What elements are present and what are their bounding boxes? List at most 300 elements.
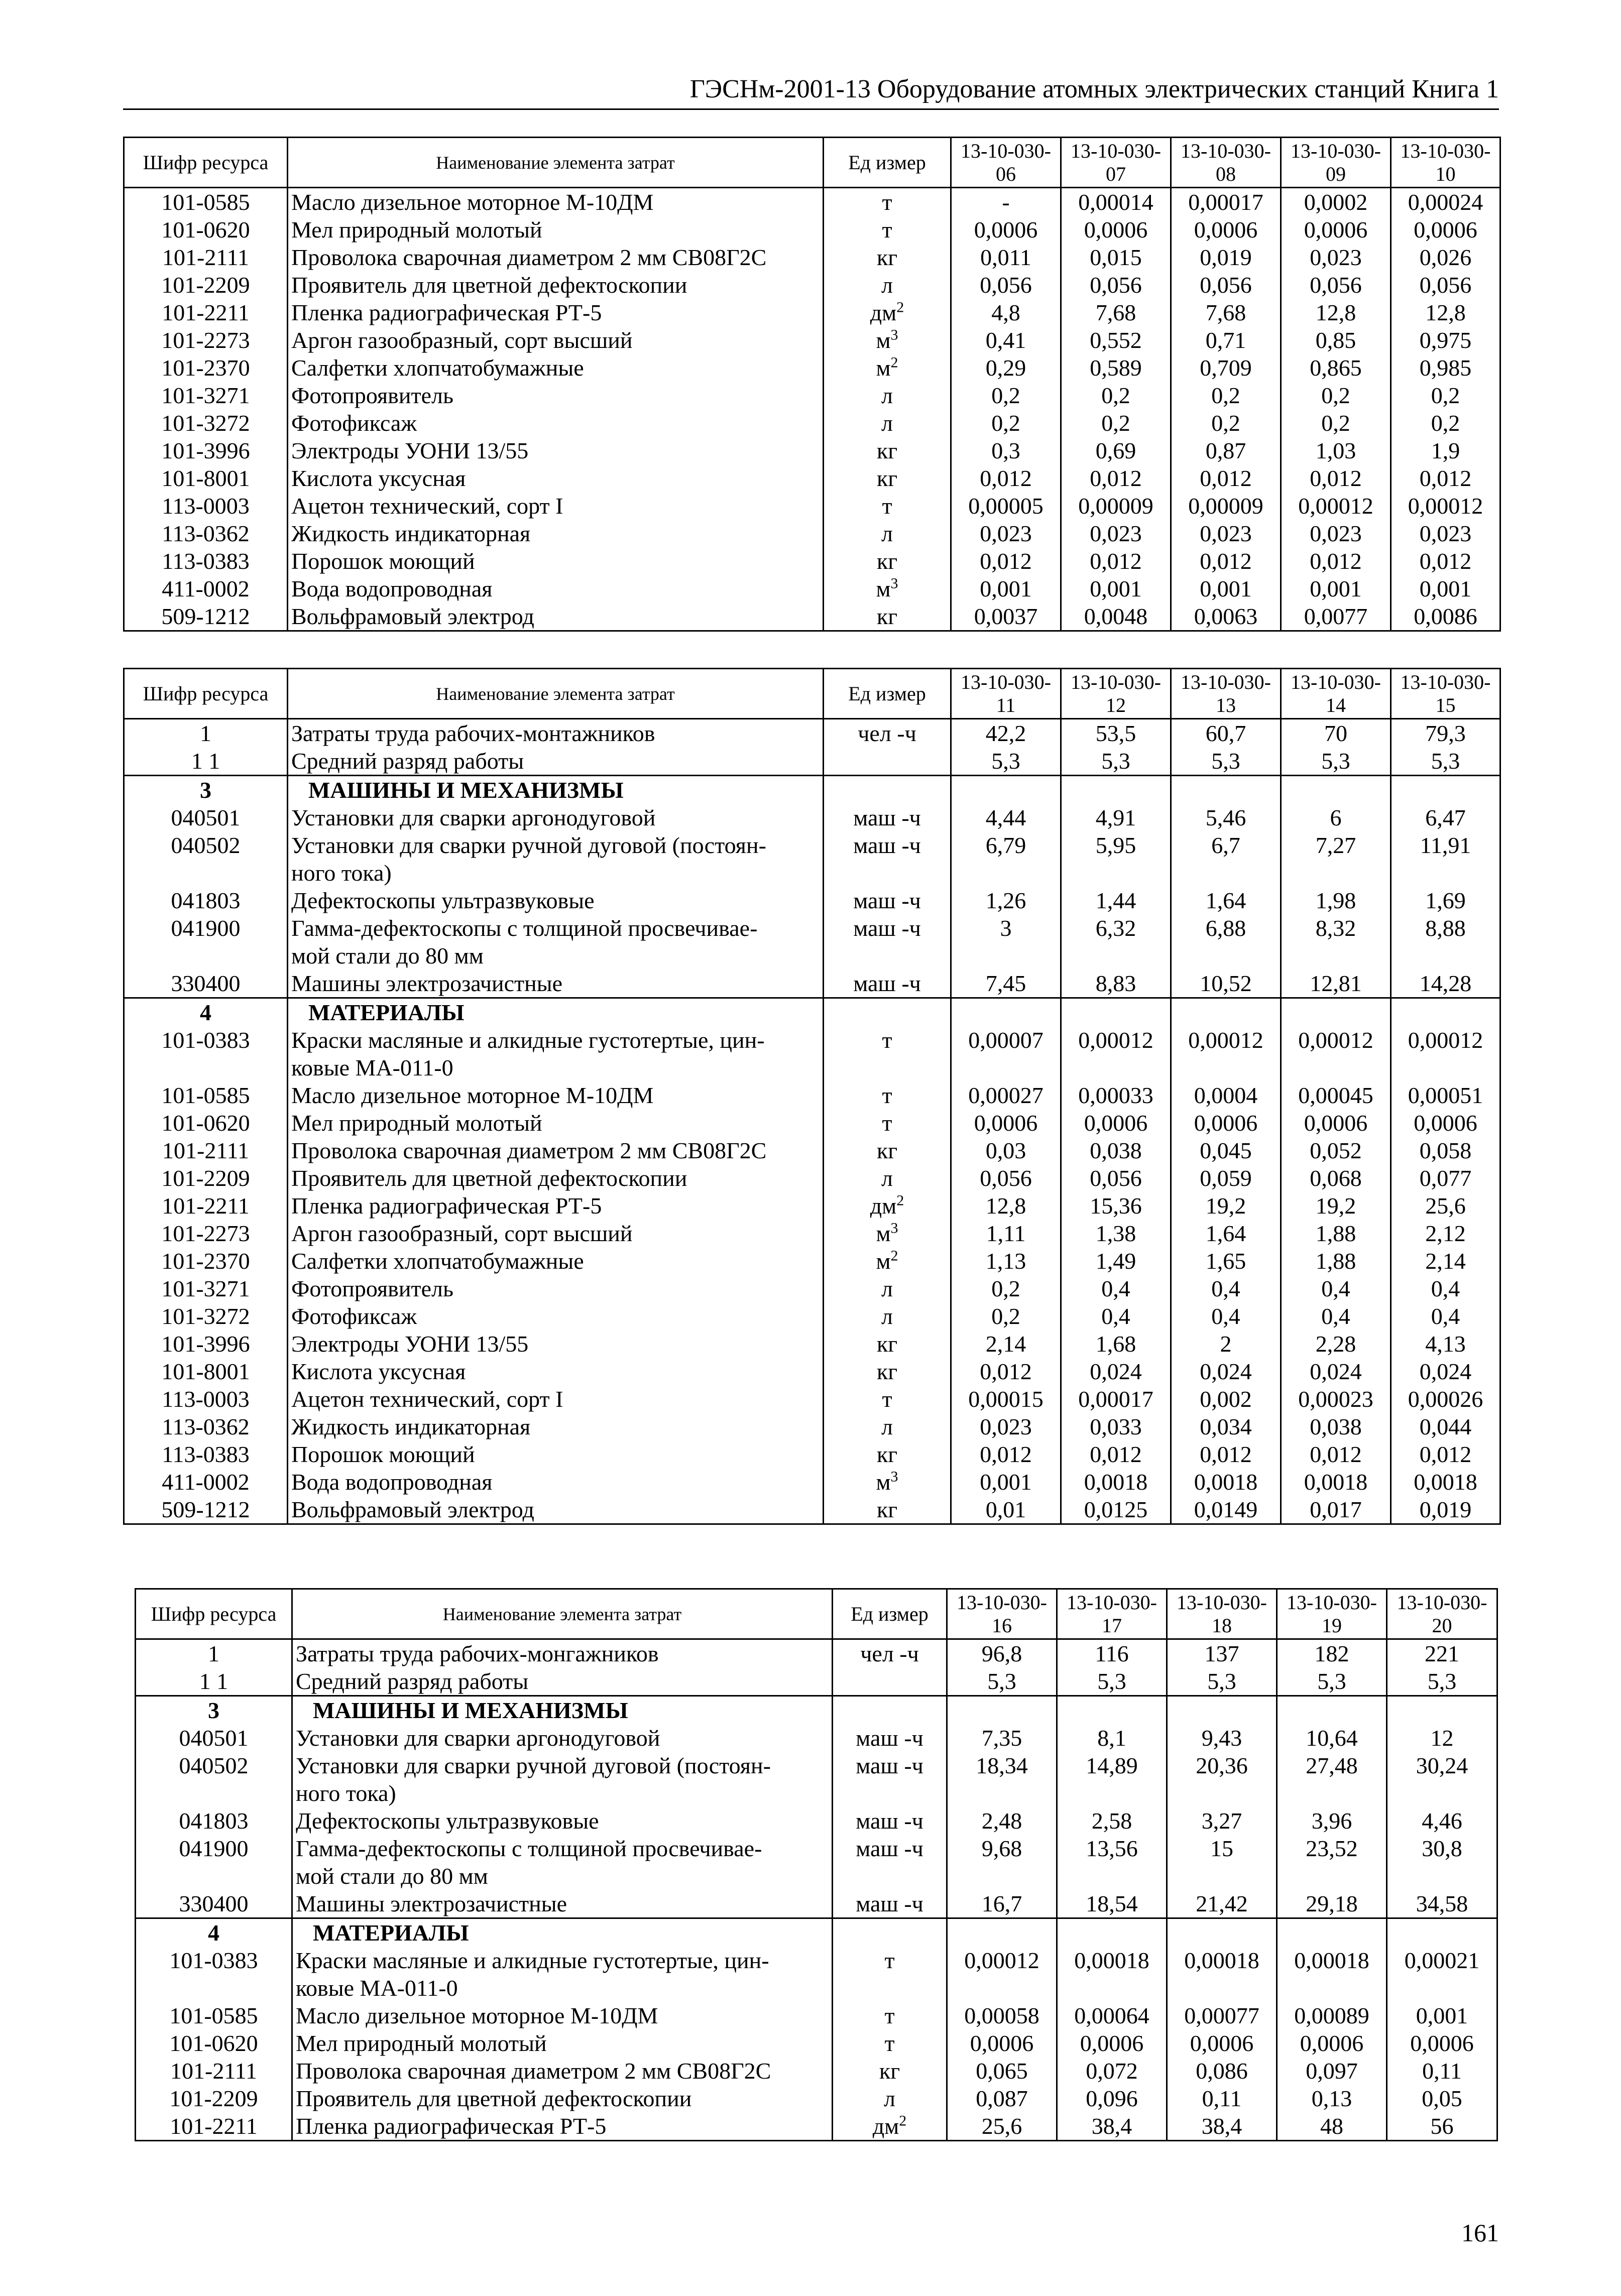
section-title: МАШИНЫ И МЕХАНИЗМЫ xyxy=(292,1696,833,1725)
resource-value: 0,00089 xyxy=(1277,2002,1387,2029)
resource-value: 1,88 xyxy=(1281,1247,1391,1275)
resource-value: 1,49 xyxy=(1061,1247,1171,1275)
empty-cell xyxy=(1277,1696,1387,1725)
resource-code: 101-0383 xyxy=(124,1026,288,1081)
unit-text: кг xyxy=(876,1331,898,1357)
resource-value: 4,13 xyxy=(1391,1330,1500,1358)
resource-name-text: Гамма-дефектоскопы с толщиной просвечивае- xyxy=(296,1836,762,1861)
resource-name-text: Вода водопроводная xyxy=(291,576,493,601)
resource-value: 30,24 xyxy=(1387,1752,1497,1807)
section-row xyxy=(124,776,1500,804)
table-row xyxy=(136,2029,1497,2057)
resource-value: 0,012 xyxy=(1061,547,1171,575)
resource-value: 0,001 xyxy=(1387,2002,1497,2029)
empty-cell xyxy=(1171,998,1281,1027)
resource-code: 113-0003 xyxy=(124,492,288,520)
section-row xyxy=(136,1918,1497,1947)
resource-value: 0,0125 xyxy=(1061,1496,1171,1524)
resource-value: 0,00024 xyxy=(1391,188,1500,216)
resource-name-text: Порошок моющий xyxy=(291,1441,475,1467)
resource-name xyxy=(288,719,824,748)
empty-cell xyxy=(824,998,951,1027)
resource-code: 101-2211 xyxy=(124,299,288,326)
unit-text: кг xyxy=(879,2058,900,2084)
resource-value: 15 xyxy=(1167,1835,1277,1890)
unit-text: кг xyxy=(876,1138,898,1163)
table-row xyxy=(136,2085,1497,2112)
resource-value: 0,023 xyxy=(1281,520,1391,547)
resource-value: 0,2 xyxy=(1391,409,1500,437)
resource-name-text: Проволока сварочная диаметром 2 мм СВ08Г2С xyxy=(291,1138,767,1163)
resource-value: 5,3 xyxy=(1281,747,1391,776)
resource-code: 330400 xyxy=(136,1890,292,1918)
resource-value: 0,038 xyxy=(1281,1413,1391,1440)
unit-text: чел -ч xyxy=(858,720,916,746)
resource-value: 0,00017 xyxy=(1061,1385,1171,1413)
table-row xyxy=(124,188,1500,216)
resource-value: 0,044 xyxy=(1391,1413,1500,1440)
resource-value: 0,019 xyxy=(1391,1496,1500,1524)
unit-exponent: 3 xyxy=(890,1220,898,1237)
resource-value: 0,0002 xyxy=(1281,188,1391,216)
resource-name-text: Мел природный молотый xyxy=(291,217,542,243)
resource-value: 0,097 xyxy=(1277,2057,1387,2085)
resource-value: 4,46 xyxy=(1387,1807,1497,1835)
resource-name xyxy=(288,1330,824,1358)
resource-value: 0,4 xyxy=(1061,1302,1171,1330)
empty-cell xyxy=(1391,998,1500,1027)
resource-code: 101-0585 xyxy=(136,2002,292,2029)
resource-name xyxy=(288,382,824,409)
resource-unit xyxy=(824,1220,951,1247)
resource-value: 1,44 xyxy=(1061,887,1171,914)
resource-code: 101-0620 xyxy=(124,1109,288,1137)
empty-cell xyxy=(1057,1918,1167,1947)
resource-code: 101-2273 xyxy=(124,1220,288,1247)
resource-value: 0,0037 xyxy=(951,602,1061,631)
resource-name-text: Средний разряд работы xyxy=(296,1668,529,1694)
resource-value: 42,2 xyxy=(951,719,1061,748)
resource-value: 0,4 xyxy=(1061,1275,1171,1302)
resource-value: 11,91 xyxy=(1391,831,1500,887)
unit-text: л xyxy=(881,1276,893,1301)
resource-name xyxy=(288,299,824,326)
resource-value: 1,98 xyxy=(1281,887,1391,914)
resource-name-text: Ацетон технический, сорт I xyxy=(291,1386,563,1412)
resource-value: 0,00051 xyxy=(1391,1081,1500,1109)
resource-unit xyxy=(824,409,951,437)
resource-code: 040501 xyxy=(124,804,288,831)
page-number: 161 xyxy=(1461,2219,1499,2247)
table-row xyxy=(124,1137,1500,1164)
resource-value: 2,28 xyxy=(1281,1330,1391,1358)
resource-name xyxy=(288,216,824,244)
unit-text: л xyxy=(881,1303,893,1329)
resource-value: 0,012 xyxy=(951,464,1061,492)
resource-value: 23,52 xyxy=(1277,1835,1387,1890)
resource-value: 7,27 xyxy=(1281,831,1391,887)
resource-code: 101-0620 xyxy=(124,216,288,244)
resource-unit xyxy=(824,464,951,492)
resource-code: 041900 xyxy=(136,1835,292,1890)
resource-name xyxy=(292,1724,833,1752)
table-row xyxy=(124,354,1500,382)
table-row xyxy=(136,1890,1497,1918)
resource-value: 0,2 xyxy=(951,382,1061,409)
column-header-rate: 13-10-030-14 xyxy=(1281,669,1391,719)
resource-value: 0,41 xyxy=(951,326,1061,354)
resource-value: 0,00012 xyxy=(1281,492,1391,520)
resource-name xyxy=(288,326,824,354)
resource-code: 041803 xyxy=(124,887,288,914)
resource-name xyxy=(288,188,824,216)
table-row xyxy=(124,382,1500,409)
resource-value: 0,058 xyxy=(1391,1137,1500,1164)
resource-code: 113-0362 xyxy=(124,1413,288,1440)
resource-value: 0,4 xyxy=(1171,1275,1281,1302)
resource-unit xyxy=(824,602,951,631)
unit-text: дм xyxy=(872,2113,899,2139)
table-row xyxy=(124,1247,1500,1275)
unit-text: чел -ч xyxy=(860,1641,919,1666)
resource-code: 101-2211 xyxy=(136,2112,292,2141)
resource-value: 79,3 xyxy=(1391,719,1500,748)
resource-value: 1,9 xyxy=(1391,437,1500,464)
resource-value: 0,012 xyxy=(1391,1440,1500,1468)
column-header-unit: Ед измер xyxy=(833,1589,947,1639)
table-row xyxy=(124,1468,1500,1496)
table-row xyxy=(124,1413,1500,1440)
resource-name-text: Проволока сварочная диаметром 2 мм СВ08Г2С xyxy=(291,245,767,270)
resource-value: 0,056 xyxy=(1171,271,1281,299)
resource-name-text: Вольфрамовый электрод xyxy=(291,1497,534,1522)
resource-value: 0,29 xyxy=(951,354,1061,382)
resource-value: 0,00012 xyxy=(1061,1026,1171,1081)
resource-value: 0,0006 xyxy=(1171,1109,1281,1137)
unit-exponent: 2 xyxy=(899,2112,907,2129)
empty-cell xyxy=(1387,1696,1497,1725)
resource-name-text: Проявитель для цветной дефектоскопии xyxy=(296,2086,692,2111)
resource-name-text: Затраты труда рабочих-монгажников xyxy=(296,1641,659,1666)
resource-code: 113-0362 xyxy=(124,520,288,547)
unit-text: т xyxy=(882,189,892,215)
unit-text: маш -ч xyxy=(856,1891,923,1916)
resource-value: 8,88 xyxy=(1391,914,1500,970)
resource-name xyxy=(288,1302,824,1330)
table-row xyxy=(124,1192,1500,1220)
resource-name-text: Вода водопроводная xyxy=(291,1469,493,1495)
resource-name xyxy=(288,1358,824,1385)
table-row xyxy=(136,2112,1497,2141)
resource-value: 2,14 xyxy=(951,1330,1061,1358)
resource-value: 1,65 xyxy=(1171,1247,1281,1275)
table-row xyxy=(124,719,1500,748)
resource-value: 0,05 xyxy=(1387,2085,1497,2112)
resource-value: 0,00021 xyxy=(1387,1947,1497,2002)
resource-value: 0,024 xyxy=(1391,1358,1500,1385)
table-row xyxy=(136,1947,1497,2002)
resource-code: 101-8001 xyxy=(124,1358,288,1385)
resource-unit xyxy=(824,492,951,520)
resource-value: 1,38 xyxy=(1061,1220,1171,1247)
empty-cell xyxy=(947,1696,1057,1725)
column-header-rate: 13-10-030-20 xyxy=(1387,1589,1497,1639)
resource-value: 0,00012 xyxy=(947,1947,1057,2002)
resource-unit xyxy=(824,1275,951,1302)
resource-value: 0,034 xyxy=(1171,1413,1281,1440)
unit-text: м xyxy=(876,1248,891,1274)
resource-name-text: Масло дизельное моторное М-10ДМ xyxy=(291,189,654,215)
resource-name xyxy=(288,1275,824,1302)
resource-code: 101-2273 xyxy=(124,326,288,354)
resource-value: 1,88 xyxy=(1281,1220,1391,1247)
resource-value: 0,00017 xyxy=(1171,188,1281,216)
resource-value: 0,0006 xyxy=(951,216,1061,244)
resource-unit xyxy=(824,914,951,970)
resource-value: 0,001 xyxy=(1171,575,1281,602)
resource-value: 19,2 xyxy=(1281,1192,1391,1220)
resource-name xyxy=(288,520,824,547)
column-header-rate: 13-10-030-15 xyxy=(1391,669,1500,719)
resource-value: 0,0006 xyxy=(951,1109,1061,1137)
resource-code: 411-0002 xyxy=(124,575,288,602)
resource-value: 0,023 xyxy=(1171,520,1281,547)
resource-value: 0,0018 xyxy=(1281,1468,1391,1496)
resource-value: 0,0018 xyxy=(1061,1468,1171,1496)
resource-value: 0,4 xyxy=(1171,1302,1281,1330)
resource-unit xyxy=(824,1330,951,1358)
resource-value: 6,79 xyxy=(951,831,1061,887)
unit-exponent: 3 xyxy=(890,1468,898,1485)
resource-code: 101-0620 xyxy=(136,2029,292,2057)
resource-value: 221 xyxy=(1387,1639,1497,1668)
resource-value: 0,00018 xyxy=(1277,1947,1387,2002)
resource-value: 0,4 xyxy=(1391,1302,1500,1330)
resource-unit xyxy=(824,887,951,914)
table-row xyxy=(124,1496,1500,1524)
table-row xyxy=(136,1835,1497,1890)
resource-unit xyxy=(824,1413,951,1440)
resource-value: 0,0006 xyxy=(1057,2029,1167,2057)
resource-value: 19,2 xyxy=(1171,1192,1281,1220)
resource-value: 0,0077 xyxy=(1281,602,1391,631)
empty-cell xyxy=(1167,1918,1277,1947)
column-header-code: Шифр ресурса xyxy=(124,138,288,188)
resource-value: 0,0149 xyxy=(1171,1496,1281,1524)
section-row xyxy=(136,1696,1497,1725)
resource-unit xyxy=(824,520,951,547)
resource-value: 2 xyxy=(1171,1330,1281,1358)
empty-cell xyxy=(1391,776,1500,804)
resource-code: 113-0003 xyxy=(124,1385,288,1413)
resource-value: 96,8 xyxy=(947,1639,1057,1668)
resource-value: 0,056 xyxy=(1061,271,1171,299)
resource-name xyxy=(288,831,824,887)
resource-code: 1 1 xyxy=(124,747,288,776)
resource-value: 10,52 xyxy=(1171,970,1281,998)
resource-value: 0,00026 xyxy=(1391,1385,1500,1413)
empty-cell xyxy=(951,998,1061,1027)
resource-unit xyxy=(833,2085,947,2112)
resource-name-text: Фотофиксаж xyxy=(291,410,417,436)
table-row xyxy=(124,1026,1500,1081)
table-row xyxy=(136,1807,1497,1835)
resource-value: 182 xyxy=(1277,1639,1387,1668)
resource-name-continuation: ного тока) xyxy=(291,860,392,886)
resource-value: 25,6 xyxy=(947,2112,1057,2141)
empty-cell xyxy=(833,1696,947,1725)
resource-value: 7,68 xyxy=(1171,299,1281,326)
resource-value: 2,14 xyxy=(1391,1247,1500,1275)
resource-name xyxy=(288,1081,824,1109)
resource-unit xyxy=(833,2057,947,2085)
table-row xyxy=(124,1358,1500,1385)
resource-value: 0,019 xyxy=(1171,244,1281,271)
resource-name-text: Ацетон технический, сорт I xyxy=(291,493,563,519)
resource-value: 0,00015 xyxy=(951,1385,1061,1413)
resource-code: 101-2111 xyxy=(124,244,288,271)
column-header-rate: 13-10-030-09 xyxy=(1281,138,1391,188)
resource-name-text: Средний разряд работы xyxy=(291,748,524,774)
table-row xyxy=(136,1639,1497,1668)
resource-name-text: Фотопроявитель xyxy=(291,1276,453,1301)
table-row xyxy=(124,747,1500,776)
unit-text: маш -ч xyxy=(856,1725,923,1751)
resource-value: 0,0006 xyxy=(1281,216,1391,244)
resource-name-text: Аргон газообразный, сорт высший xyxy=(291,1221,633,1246)
resource-code: 040501 xyxy=(136,1724,292,1752)
unit-text: т xyxy=(884,2030,895,2056)
resource-name xyxy=(288,1164,824,1192)
resource-value: 0,023 xyxy=(1391,520,1500,547)
resource-value: 0,086 xyxy=(1167,2057,1277,2085)
resource-value: 0,00023 xyxy=(1281,1385,1391,1413)
resource-name xyxy=(292,2029,833,2057)
resource-value: 0,0048 xyxy=(1061,602,1171,631)
column-header-unit: Ед измер xyxy=(824,669,951,719)
resource-value: 0,0006 xyxy=(1281,1109,1391,1137)
resource-code: 509-1212 xyxy=(124,602,288,631)
unit-text: м xyxy=(876,1469,891,1495)
unit-text: л xyxy=(881,1165,893,1191)
table-row xyxy=(124,1440,1500,1468)
resource-name-text: Установки для сварки ручной дуговой (постоян- xyxy=(296,1753,771,1778)
resource-name-continuation: ковые МА-011-0 xyxy=(291,1055,453,1080)
resource-name xyxy=(288,492,824,520)
resource-value: 12,81 xyxy=(1281,970,1391,998)
column-header-rate: 13-10-030-16 xyxy=(947,1589,1057,1639)
column-header-unit: Ед измер xyxy=(824,138,951,188)
resource-value: 0,012 xyxy=(951,547,1061,575)
resource-unit xyxy=(824,299,951,326)
resource-unit xyxy=(824,1247,951,1275)
table-row xyxy=(124,1081,1500,1109)
resource-value: 25,6 xyxy=(1391,1192,1500,1220)
resource-unit xyxy=(824,1496,951,1524)
resource-value: 0,865 xyxy=(1281,354,1391,382)
resource-name-text: Салфетки хлопчатобумажные xyxy=(291,355,584,381)
resource-value: 1,64 xyxy=(1171,1220,1281,1247)
resource-value: 1,26 xyxy=(951,887,1061,914)
resource-unit xyxy=(833,1807,947,1835)
resource-value: 21,42 xyxy=(1167,1890,1277,1918)
resource-name xyxy=(288,1468,824,1496)
resource-value: 12,8 xyxy=(1391,299,1500,326)
resource-code: 1 xyxy=(124,719,288,748)
resource-value: 7,45 xyxy=(951,970,1061,998)
unit-text: м xyxy=(876,327,891,353)
section-code: 4 xyxy=(124,998,288,1027)
resource-name xyxy=(292,2002,833,2029)
resource-unit xyxy=(824,719,951,748)
resource-name-text: Краски масляные и алкидные густотертые, цин- xyxy=(291,1027,765,1053)
resource-value: 5,3 xyxy=(951,747,1061,776)
resource-value: 0,077 xyxy=(1391,1164,1500,1192)
resource-unit xyxy=(833,1752,947,1807)
resource-value: 0,012 xyxy=(1281,464,1391,492)
resource-code: 101-0585 xyxy=(124,188,288,216)
resource-name-text: Кислота уксусная xyxy=(291,465,466,491)
resource-value: 0,052 xyxy=(1281,1137,1391,1164)
resource-value: 5,3 xyxy=(1057,1667,1167,1696)
resource-value: 7,68 xyxy=(1061,299,1171,326)
empty-cell xyxy=(1061,776,1171,804)
resource-value: 27,48 xyxy=(1277,1752,1387,1807)
resource-value: 0,0018 xyxy=(1391,1468,1500,1496)
resource-name-text: Аргон газообразный, сорт высший xyxy=(291,327,633,353)
resource-name-text: Краски масляные и алкидные густотертые, цин- xyxy=(296,1948,769,1973)
resource-code: 113-0383 xyxy=(124,1440,288,1468)
resource-unit xyxy=(824,1192,951,1220)
resource-unit xyxy=(824,1026,951,1081)
unit-text: т xyxy=(884,2003,895,2028)
resource-name-text: Салфетки хлопчатобумажные xyxy=(291,1248,584,1274)
column-header-name: Наименование элемента затрат xyxy=(288,138,824,188)
resource-value: 5,95 xyxy=(1061,831,1171,887)
unit-text: т xyxy=(884,1948,895,1973)
table-row xyxy=(124,602,1500,631)
table-row xyxy=(124,409,1500,437)
resource-value: 0,2 xyxy=(1061,409,1171,437)
resource-code: 101-2211 xyxy=(124,1192,288,1220)
resource-value: 0,2 xyxy=(951,1275,1061,1302)
resource-value: 53,5 xyxy=(1061,719,1171,748)
resource-name xyxy=(292,2057,833,2085)
empty-cell xyxy=(1167,1696,1277,1725)
resource-name xyxy=(292,1947,833,2002)
resource-unit xyxy=(824,1385,951,1413)
resource-value: 0,11 xyxy=(1387,2057,1497,2085)
resource-value: 1,03 xyxy=(1281,437,1391,464)
resource-name-text: Фотофиксаж xyxy=(291,1303,417,1329)
resource-value: 0,589 xyxy=(1061,354,1171,382)
resource-value: 0,552 xyxy=(1061,326,1171,354)
section-code: 3 xyxy=(124,776,288,804)
resource-name-text: Масло дизельное моторное М-10ДМ xyxy=(291,1082,654,1108)
resource-value: 0,2 xyxy=(1171,382,1281,409)
unit-text: маш -ч xyxy=(856,1836,923,1861)
resource-name xyxy=(292,1835,833,1890)
resource-name xyxy=(288,271,824,299)
resource-value: 10,64 xyxy=(1277,1724,1387,1752)
resource-name xyxy=(292,1807,833,1835)
resource-unit xyxy=(833,2112,947,2141)
resource-code: 101-0585 xyxy=(124,1081,288,1109)
resource-value: 0,00005 xyxy=(951,492,1061,520)
empty-cell xyxy=(1281,776,1391,804)
resource-name xyxy=(292,1667,833,1696)
resource-value: 0,001 xyxy=(1281,575,1391,602)
